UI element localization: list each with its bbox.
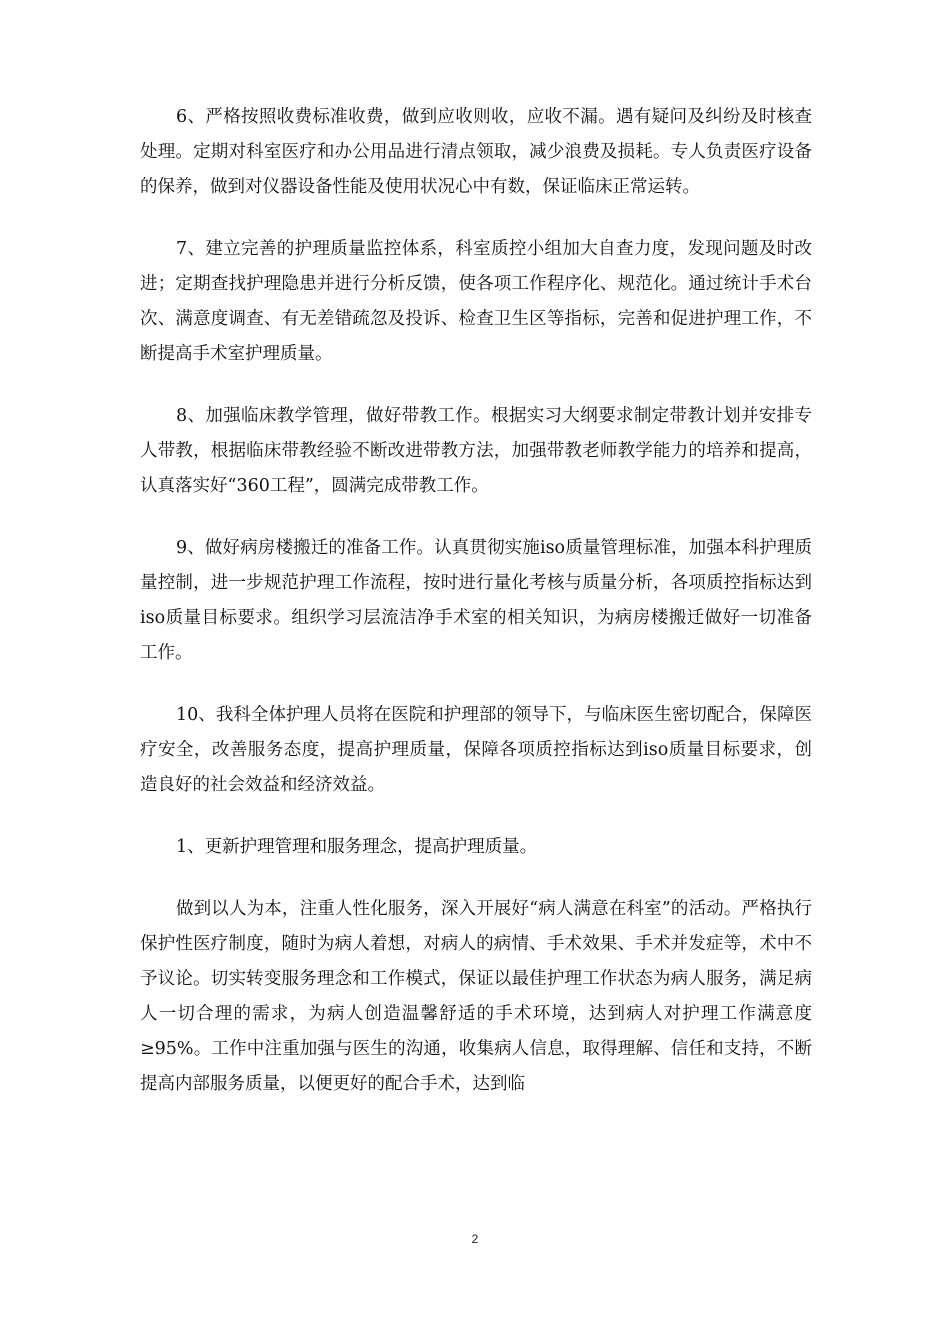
paragraph-9: 9、做好病房楼搬迁的准备工作。认真贯彻实施iso质量管理标准，加强本科护理质量控制，进一步规范护理工作流程，按时进行量化考核与质量分析，各项质控指标达到iso质量目标要求。组织学习层流洁净手术室的相关知识，为病房楼搬迁做好一切准备工作。 (140, 538, 812, 663)
paragraph-8: 8、加强临床教学管理，做好带教工作。根据实习大纲要求制定带教计划并安排专人带教，根据临床带教经验不断改进带教方法，加强带教老师教学能力的培养和提高，认真落实好“360工程”，圆满完成带教工作。 (140, 406, 812, 496)
paragraph-6: 6、严格按照收费标准收费，做到应收则收，应收不漏。遇有疑问及纠纷及时核查处理。定期对科室医疗和办公用品进行清点领取，减少浪费及损耗。专人负责医疗设备的保养，做到对仪器设备性能及使用状况心中有数，保证临床正常运转。 (140, 107, 812, 197)
page-number: 2 (471, 1232, 479, 1246)
paragraph-1-heading: 1、更新护理管理和服务理念，提高护理质量。 (176, 837, 538, 857)
paragraph-service-details: 做到以人为本，注重人性化服务，深入开展好“病人满意在科室”的活动。严格执行保护性医疗制度，随时为病人着想，对病人的病情、手术效果、手术并发症等，术中不予议论。切实转变服务理念和工作模式，保证以最佳护理工作状态为病人服务，满足病人一切合理的需求，为病人创造温馨舒适的手术环境，达到病人对护理工作满意度≥95%。工作中注重加强与医生的沟通，收集病人信息，取得理解、信任和支持，不断提高内部服务质量，以便更好的配合手术，达到临 (140, 899, 812, 1094)
paragraph-10: 10、我科全体护理人员将在医院和护理部的领导下，与临床医生密切配合，保障医疗安全，改善服务态度，提高护理质量，保障各项质控指标达到iso质量目标要求，创造良好的社会效益和经济效益。 (140, 705, 812, 795)
document-body (140, 100, 812, 1102)
paragraph-7: 7、建立完善的护理质量监控体系，科室质控小组加大自查力度，发现问题及时改进；定期查找护理隐患并进行分析反馈，使各项工作程序化、规范化。通过统计手术台次、满意度调查、有无差错疏忽及投诉、检查卫生区等指标，完善和促进护理工作，不断提高手术室护理质量。 (140, 239, 812, 364)
